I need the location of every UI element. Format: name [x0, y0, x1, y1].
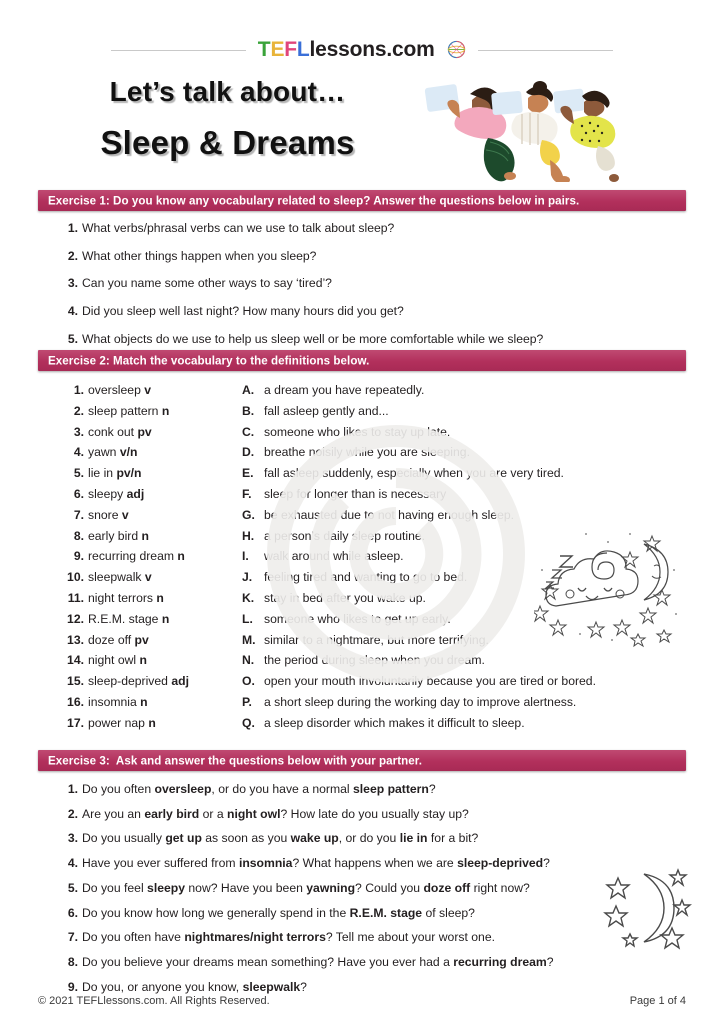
highlighted-vocabulary: lie in — [399, 831, 428, 846]
highlighted-vocabulary: sleep pattern — [353, 782, 429, 796]
part-of-speech-tag: v — [144, 570, 152, 585]
question-number: 8. — [67, 954, 78, 969]
definition-letter: P. — [242, 694, 252, 709]
definition-letter: E. — [242, 466, 254, 481]
vocabulary-number: 14. — [67, 653, 84, 668]
definition-item — [242, 509, 662, 521]
vocabulary-number: 13. — [67, 632, 84, 647]
exercise-3-question — [62, 783, 672, 795]
highlighted-vocabulary: R.E.M. stage — [349, 905, 423, 920]
vocabulary-item — [62, 696, 237, 708]
question-number: 4. — [67, 304, 78, 319]
vocabulary-term: power nap — [88, 715, 149, 730]
exercise-2-heading-text: Exercise 2: Match the vocabulary to the definitions below. — [48, 354, 370, 367]
part-of-speech-tag: n — [141, 528, 149, 543]
vocabulary-number: 8. — [73, 528, 84, 543]
logo-letter-f: F — [284, 38, 297, 61]
question-number: 1. — [67, 782, 78, 796]
part-of-speech-tag: pv/n — [116, 466, 142, 481]
definition-letter: N. — [242, 653, 255, 668]
definition-letter: A. — [242, 383, 255, 397]
vocabulary-term: sleep-deprived — [88, 674, 172, 689]
definition-item — [242, 675, 662, 687]
vocabulary-term: oversleep — [88, 383, 145, 397]
highlighted-vocabulary: get up — [165, 831, 202, 846]
vocabulary-term: insomnia — [88, 694, 141, 709]
vocabulary-number: 12. — [67, 611, 84, 626]
definition-item — [242, 426, 662, 438]
part-of-speech-tag: pv — [134, 632, 149, 647]
vocabulary-term: yawn — [88, 445, 120, 460]
vocabulary-item — [62, 613, 237, 625]
vocabulary-term: sleep pattern — [88, 403, 162, 418]
definition-item — [242, 384, 662, 396]
question-number: 6. — [67, 905, 78, 920]
crescent-moon-icon — [600, 862, 696, 958]
definition-letter: J. — [242, 570, 253, 585]
vocabulary-number: 10. — [67, 570, 84, 585]
vocabulary-number: 15. — [67, 674, 84, 689]
part-of-speech-tag: v/n — [119, 445, 138, 460]
highlighted-vocabulary: wake up — [290, 831, 339, 846]
exercise-1-question — [62, 277, 672, 289]
question-number: 3. — [67, 276, 78, 291]
part-of-speech-tag: pv — [137, 424, 152, 439]
definition-item — [242, 654, 662, 666]
question-number: 2. — [67, 248, 78, 263]
vocabulary-item — [62, 509, 237, 521]
question-text: now? Have you been — [185, 880, 307, 895]
question-text: Did you sleep well last night? How many hours did you get? — [82, 304, 404, 319]
exercise-3-question — [62, 882, 672, 894]
question-text: ? Tell me about your worst one. — [325, 930, 495, 945]
definition-text: be exhausted due to not having enough sleep. — [264, 507, 515, 522]
definition-text: someone who likes to get up early. — [264, 611, 451, 626]
highlighted-vocabulary: early bird — [144, 806, 200, 821]
definition-letter: M. — [242, 632, 256, 647]
vocabulary-item — [62, 426, 237, 438]
logo-rule-left — [111, 50, 246, 51]
exercise-3-question — [62, 832, 672, 844]
vocabulary-item — [62, 550, 237, 562]
question-text: ? Could you — [355, 880, 424, 895]
highlighted-vocabulary: sleep-deprived — [457, 856, 544, 871]
question-text: Do you often have — [82, 930, 185, 945]
question-number: 4. — [67, 856, 78, 871]
vocabulary-term: night owl — [88, 653, 140, 668]
question-text: , or do you — [338, 831, 400, 846]
exercise-3-heading-text: Exercise 3: Ask and answer the questions below with your partner. — [48, 754, 422, 767]
logo-rule-right — [478, 50, 613, 51]
logo-letter-l: L — [296, 38, 310, 61]
part-of-speech-tag: n — [139, 653, 147, 668]
part-of-speech-tag: v — [121, 507, 129, 522]
exercise-3-heading-bar — [38, 750, 686, 771]
part-of-speech-tag: adj — [171, 674, 189, 689]
question-text: right now? — [470, 880, 530, 895]
highlighted-vocabulary: doze off — [423, 880, 471, 895]
copyright-text: © 2021 TEFLlessons.com. All Rights Reserved. — [38, 995, 270, 1007]
part-of-speech-tag: n — [161, 403, 170, 418]
vocabulary-number: 6. — [73, 486, 84, 501]
vocabulary-number: 1. — [73, 383, 84, 397]
definition-text: feeling tired and wanting to go to bed. — [264, 570, 468, 585]
logo-wordmark — [258, 38, 466, 62]
highlighted-vocabulary: recurring dream — [453, 954, 547, 969]
vocabulary-term: sleepwalk — [88, 570, 145, 585]
question-number: 5. — [67, 331, 78, 346]
highlighted-vocabulary: insomnia — [238, 856, 293, 871]
logo-domain-text: lessons.com — [309, 38, 435, 61]
definition-text: walk around while asleep. — [264, 549, 404, 564]
exercise-1-question — [62, 305, 672, 317]
question-text: ? How late do you usually stay up? — [280, 806, 469, 821]
question-number: 3. — [67, 831, 78, 846]
vocabulary-item — [62, 384, 237, 396]
sleeping-figure-3 — [553, 88, 619, 182]
vocabulary-item — [62, 717, 237, 729]
definition-text: sleep for longer than is necessary — [264, 486, 447, 501]
definition-text: breathe noisily while you are sleeping. — [264, 445, 470, 460]
part-of-speech-tag: adj — [126, 486, 145, 501]
definition-item — [242, 717, 662, 729]
question-text: Have you ever suffered from — [82, 856, 239, 871]
definition-letter: O. — [242, 674, 255, 689]
exercise-2-vocabulary-list — [62, 384, 237, 738]
exercise-1-heading-bar — [38, 190, 686, 211]
vocabulary-term: snore — [88, 507, 122, 522]
sleeping-people-illustration — [424, 72, 619, 182]
part-of-speech-tag: n — [156, 590, 164, 605]
vocabulary-number: 5. — [73, 466, 84, 481]
page-title: Sleep & Dreams — [100, 124, 355, 161]
exercise-1-question — [62, 222, 672, 234]
vocabulary-number: 3. — [73, 424, 84, 439]
vocabulary-number: 2. — [73, 403, 84, 418]
definition-text: fall asleep gently and... — [264, 403, 389, 418]
question-text: , or do you have a normal — [211, 782, 354, 796]
question-text: Do you know how long we generally spend in the — [82, 905, 350, 920]
vocabulary-item — [62, 654, 237, 666]
question-text: ? — [546, 954, 554, 969]
exercise-3-question — [62, 981, 672, 993]
definition-letter: L. — [242, 611, 253, 626]
logo-letter-t: T — [257, 38, 271, 61]
question-text: What objects do we use to help us sleep well or be more comfortable while we sleep? — [82, 331, 544, 346]
exercise-3-question — [62, 808, 672, 820]
exercise-1-heading-text: Exercise 1: Do you know any vocabulary related to sleep? Answer the questions below in pairs. — [48, 194, 580, 207]
definition-item — [242, 696, 662, 708]
highlighted-vocabulary: oversleep — [154, 782, 212, 796]
highlighted-vocabulary: yawning — [306, 880, 356, 895]
definition-item — [242, 446, 662, 458]
definition-letter: F. — [242, 486, 252, 501]
site-logo-header — [0, 38, 724, 62]
sleeping-cloud-icon — [534, 522, 682, 650]
worksheet-title-block — [0, 76, 455, 162]
vocabulary-term: doze off — [88, 632, 135, 647]
vocabulary-term: lie in — [88, 466, 117, 481]
logo-letter-e: E — [270, 38, 285, 61]
vocabulary-item — [62, 530, 237, 542]
question-text: Can you name some other ways to say ‘tired’? — [82, 276, 332, 291]
part-of-speech-tag: v — [144, 383, 152, 397]
question-text: ? What happens when we are — [292, 856, 458, 871]
vocabulary-number: 17. — [67, 715, 84, 730]
globe-icon — [447, 40, 466, 59]
definition-text: open your mouth involuntarily because you are tired or bored. — [264, 674, 596, 689]
part-of-speech-tag: n — [140, 694, 148, 709]
vocabulary-number: 11. — [67, 590, 84, 605]
page-number-text: Page 1 of 4 — [629, 995, 686, 1007]
vocabulary-number: 7. — [73, 507, 84, 522]
vocabulary-item — [62, 467, 237, 479]
question-text: Are you an — [82, 806, 145, 821]
question-text: Do you believe your dreams mean something? Have you ever had a — [82, 954, 454, 969]
vocabulary-item — [62, 488, 237, 500]
part-of-speech-tag: n — [161, 611, 170, 626]
vocabulary-item — [62, 634, 237, 646]
definition-text: fall asleep suddenly, especially when you are very tired. — [264, 466, 564, 481]
definition-text: stay in bed after you wake up. — [264, 590, 426, 605]
exercise-1-question — [62, 250, 672, 262]
definition-item — [242, 488, 662, 500]
vocabulary-number: 4. — [73, 445, 84, 460]
vocabulary-number: 16. — [67, 694, 84, 709]
vocabulary-item — [62, 675, 237, 687]
definition-letter: B. — [242, 403, 255, 418]
definition-text: a person’s daily sleep routine. — [264, 528, 426, 543]
question-text: of sleep? — [422, 905, 475, 920]
vocabulary-term: sleepy — [88, 486, 127, 501]
exercise-2-heading-bar — [38, 350, 686, 371]
question-text: for a bit? — [427, 831, 479, 846]
question-text: Do you often — [82, 782, 155, 796]
definition-item — [242, 405, 662, 417]
definition-text: a dream you have repeatedly. — [264, 383, 425, 397]
highlighted-vocabulary: sleepy — [147, 880, 185, 895]
vocabulary-term: recurring dream — [88, 549, 178, 564]
question-text: ? — [428, 782, 436, 796]
question-number: 2. — [67, 806, 78, 821]
exercise-1-question — [62, 333, 672, 345]
definition-item — [242, 467, 662, 479]
question-text: What other things happen when you sleep? — [82, 248, 317, 263]
highlighted-vocabulary: night owl — [227, 806, 281, 821]
definition-text: a short sleep during the working day to improve alertness. — [264, 694, 577, 709]
question-text: Do you feel — [82, 880, 148, 895]
question-text: as soon as you — [201, 831, 291, 846]
part-of-speech-tag: n — [177, 549, 185, 564]
exercise-3-question — [62, 956, 672, 968]
vocabulary-term: early bird — [88, 528, 142, 543]
page-footer — [38, 995, 686, 1007]
vocabulary-item — [62, 405, 237, 417]
question-text: ? — [543, 856, 550, 871]
definition-text: a sleep disorder which makes it difficult to sleep. — [264, 715, 525, 730]
question-number: 5. — [67, 880, 78, 895]
exercise-3-question — [62, 907, 672, 919]
question-number: 7. — [67, 930, 78, 945]
highlighted-vocabulary: sleepwalk — [242, 979, 301, 994]
definition-text: similar to a nightmare, but more terrifying. — [264, 632, 489, 647]
vocabulary-term: R.E.M. stage — [88, 611, 162, 626]
exercise-3-question — [62, 857, 672, 869]
question-number: 1. — [67, 221, 78, 235]
definition-letter: H. — [242, 528, 255, 543]
part-of-speech-tag: n — [148, 715, 156, 730]
question-text: What verbs/phrasal verbs can we use to talk about sleep? — [82, 221, 395, 235]
question-text: Do you, or anyone you know, — [82, 979, 243, 994]
vocabulary-term: conk out — [88, 424, 138, 439]
vocabulary-item — [62, 592, 237, 604]
definition-letter: D. — [242, 445, 255, 460]
definition-text: someone who likes to stay up late. — [264, 424, 451, 439]
question-text: or a — [199, 806, 227, 821]
definition-letter: Q. — [242, 715, 255, 730]
vocabulary-number: 9. — [73, 549, 84, 564]
highlighted-vocabulary: nightmares/night terrors — [184, 930, 326, 945]
exercise-1-question-list — [62, 222, 672, 361]
definition-letter: C. — [242, 424, 255, 439]
question-text: ? — [300, 979, 307, 994]
question-text: Do you usually — [82, 831, 166, 846]
definition-letter: K. — [242, 590, 255, 605]
definition-text: the period during sleep when you dream. — [264, 653, 485, 668]
definition-letter: I. — [242, 549, 249, 564]
question-number: 9. — [67, 979, 78, 994]
exercise-3-question — [62, 931, 672, 943]
title-line-1: Let’s talk about… — [109, 76, 346, 107]
definition-letter: G. — [242, 507, 255, 522]
vocabulary-term: night terrors — [88, 590, 157, 605]
exercise-3-question-list — [62, 783, 672, 1005]
vocabulary-item — [62, 446, 237, 458]
vocabulary-item — [62, 571, 237, 583]
